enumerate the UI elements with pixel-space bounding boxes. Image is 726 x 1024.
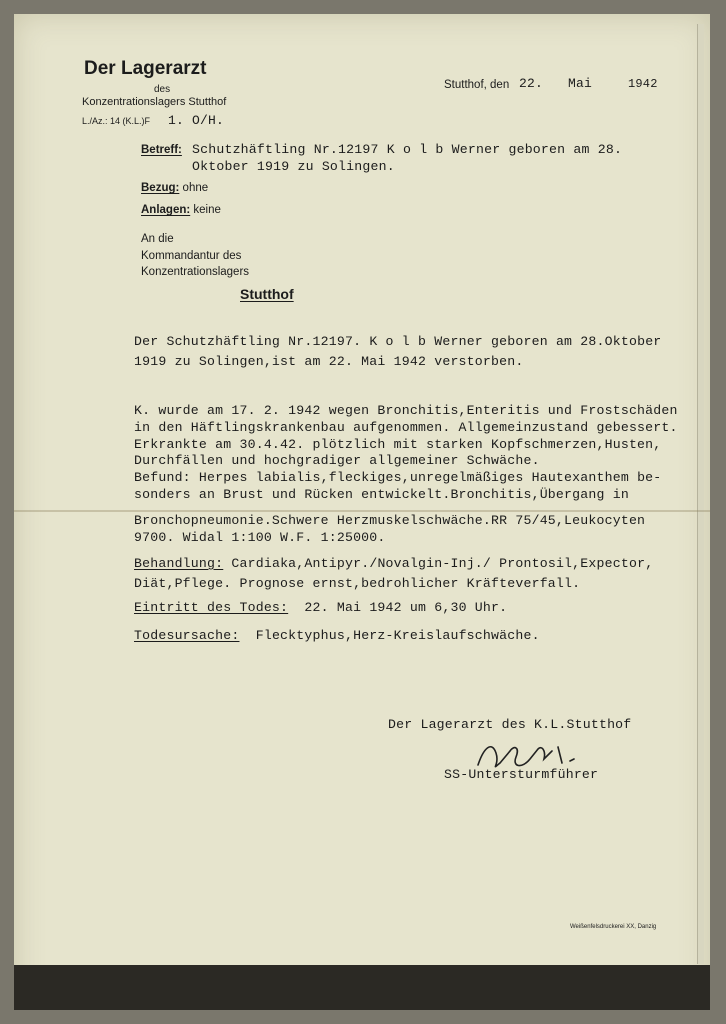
eintritt-row (134, 600, 507, 615)
ursache-value: Flecktyphus,Herz-Kreislaufschwäche. (255, 628, 540, 643)
para2-line3: Erkrankte am 30.4.42. plötzlich mit starken Kopfschmerzen,Husten, (134, 437, 662, 452)
behandlung-line1 (134, 556, 653, 571)
file-ref-value: 1. O/H. (168, 113, 225, 128)
letterhead-des: des (154, 84, 171, 95)
para1-subject-end: Werner geboren am 28.Oktober (434, 334, 662, 349)
befund-text1: Herpes labialis,fleckiges,unregelmäßiges Hautexanthem be- (198, 470, 662, 485)
date-year: 1942 (628, 77, 658, 91)
date-place: Stutthof, den (444, 79, 510, 91)
fold-crease (14, 510, 710, 512)
letterhead-title: Der Lagerarzt (84, 58, 207, 79)
bezug-label: Bezug: (141, 182, 180, 194)
letterhead-subtitle: Konzentrationslagers Stutthof (82, 96, 227, 108)
ursache-label: Todesursache: (134, 628, 240, 643)
page-edge (697, 24, 704, 964)
file-ref-label: L./Az.: 14 (K.L.)F (82, 116, 151, 126)
betreff-subject-end: Werner geboren am 28. (451, 142, 623, 157)
behandlung-text1: Cardiaka,Antipyr./Novalgin-Inj./ Prontosil,Expector, (231, 556, 654, 571)
recipient-line2: Kommandantur des (141, 250, 242, 262)
ursache-row (134, 628, 540, 643)
befund-line2: sonders an Brust und Rücken entwickelt.Bronchitis,Übergang in (134, 487, 629, 502)
scan-border (14, 965, 710, 1010)
befund-line1 (134, 470, 661, 485)
bezug-value: ohne (182, 182, 209, 194)
betreff-label: Betreff: (141, 144, 182, 156)
date-day: 22. (519, 76, 544, 91)
anlagen-label: Anlagen: (141, 204, 191, 216)
befund-line3: Bronchopneumonie.Schwere Herzmuskelschwäche.RR 75/45,Leukocyten (134, 513, 646, 528)
bezug-row (141, 182, 208, 194)
eintritt-value: 22. Mai 1942 um 6,30 Uhr. (304, 600, 508, 615)
printer-imprint: Weißenfelsdruckerei XX, Danzig (570, 924, 657, 930)
eintritt-label: Eintritt des Todes: (134, 600, 289, 615)
para1-subject: Der Schutzhäftling Nr.12197. (134, 334, 362, 349)
behandlung-label: Behandlung: (134, 556, 224, 571)
befund-label: Befund: (134, 470, 191, 485)
closing-line: Der Lagerarzt des K.L.Stutthof (388, 717, 632, 732)
para1-surname: K o l b (369, 334, 427, 349)
recipient-line3: Konzentrationslagers (141, 266, 250, 278)
recipient-city: Stutthof (240, 286, 294, 302)
date-month: Mai (568, 76, 593, 91)
para1-line2: 1919 zu Solingen,ist am 22. Mai 1942 verstorben. (134, 354, 524, 369)
befund-line4: 9700. Widal 1:100 W.F. 1:25000. (134, 530, 386, 545)
para2-line4: Durchfällen und hochgradiger allgemeiner Schwäche. (134, 453, 540, 468)
signatory-rank: SS-Untersturmführer (444, 767, 599, 782)
betreff-line2: Oktober 1919 zu Solingen. (192, 159, 395, 174)
betreff-subject: Schutzhäftling Nr.12197 (192, 142, 379, 157)
para2-line2: in den Häftlingskrankenbau aufgenommen. Allgemeinzustand gebessert. (134, 420, 678, 435)
para1-line1 (134, 334, 661, 349)
betreff-line1 (192, 142, 622, 157)
para2-line1: K. wurde am 17. 2. 1942 wegen Bronchitis,Enteritis und Frostschäden (134, 403, 678, 418)
betreff-surname: K o l b (386, 142, 444, 157)
anlagen-row (141, 204, 221, 216)
recipient-line1: An die (141, 233, 174, 245)
anlagen-value: keine (193, 204, 221, 216)
behandlung-line2: Diät,Pflege. Prognose ernst,bedrohlicher Kräfteverfall. (134, 576, 581, 591)
